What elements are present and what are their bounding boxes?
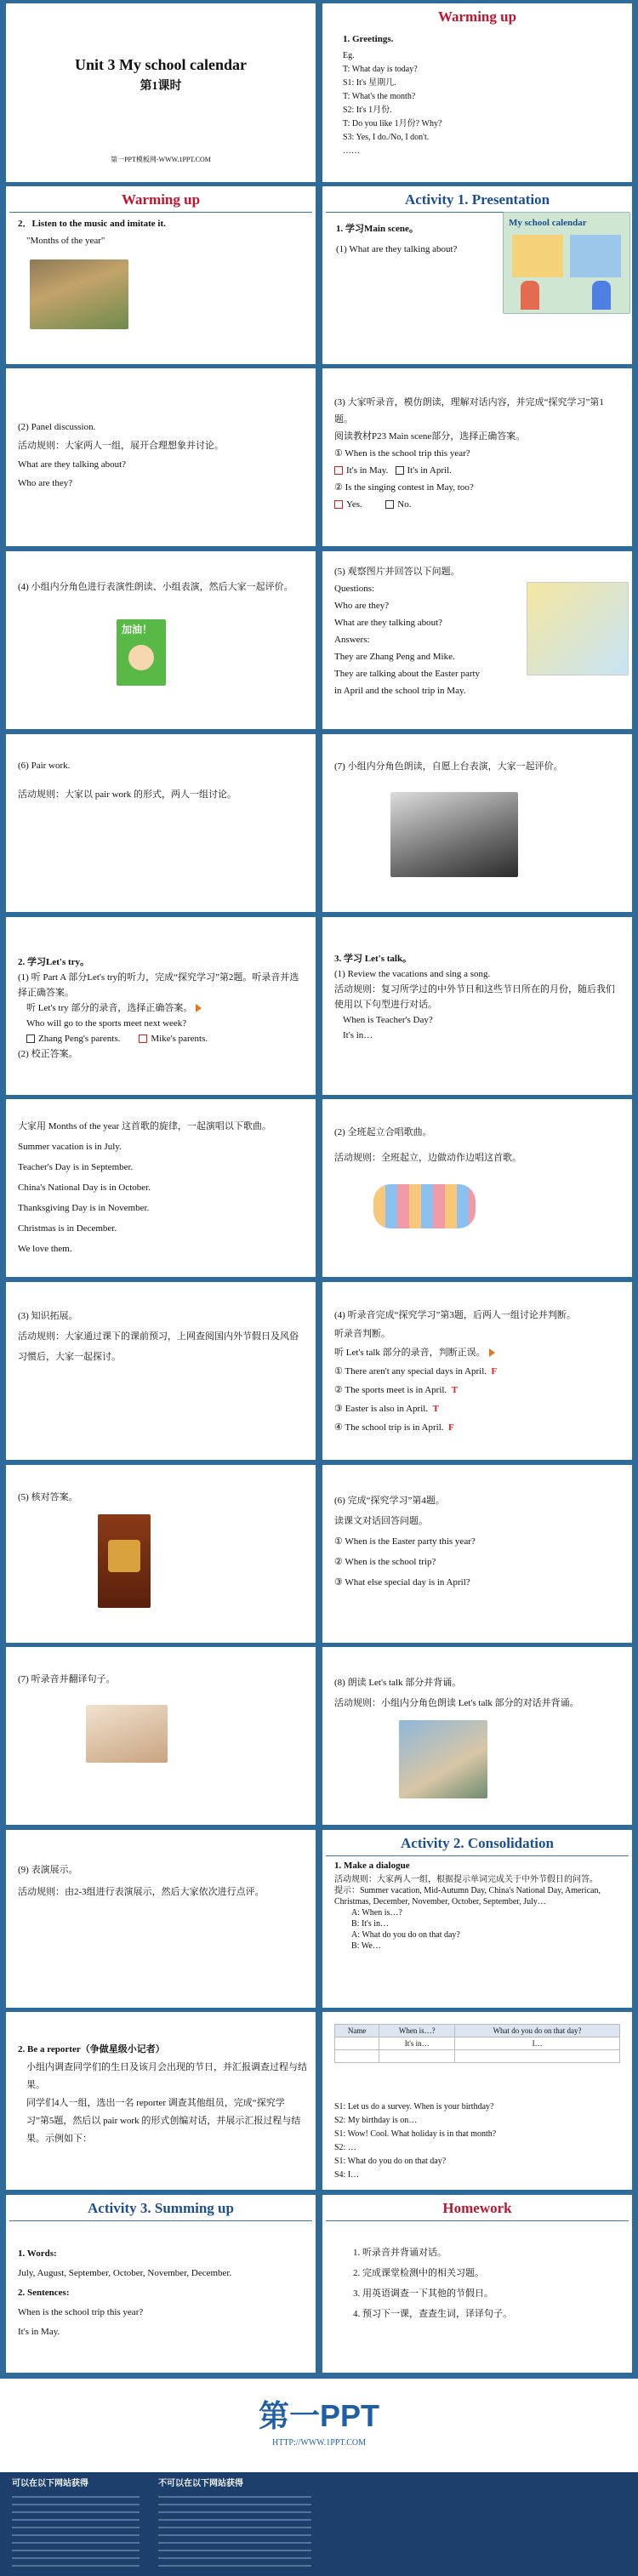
slide-title: Warming up (437, 9, 517, 25)
checkbox-checked[interactable] (139, 1034, 147, 1043)
slide-be-a-reporter (6, 2012, 316, 2190)
slide-listen-choose (322, 368, 632, 546)
content: (4) 小组内分角色进行表演性朗读、小组表演，然后大家一起评价。 (18, 582, 293, 592)
content: S1: Let us do a survey. When is your birthday? S2: My birthday is on… S1: Wow! Cool. What holiday is in that month? S2: … S1: What do you do on that day? S4: I… (334, 2102, 497, 2180)
slide-class-sing (322, 1099, 632, 1277)
cover-title: Unit 3 My school calendar (75, 56, 247, 73)
content: 大家用 Months of the year 这首歌的旋律，一起演唱以下歌曲。 Summer vacation is in July. Teacher's Day is in September. China's National Day is in October. Thanksgiving Day is in November. Christmas is in December. We love them. (18, 1121, 271, 1254)
checkbox[interactable] (26, 1034, 35, 1043)
site-banner (0, 2379, 638, 2576)
slide-true-false (322, 1282, 632, 1460)
slide-title: Homework (442, 2200, 512, 2216)
slide-recite (322, 1647, 632, 1825)
cheer-girl-picture: 加油！ (117, 619, 166, 686)
link-list-1 (12, 2496, 140, 2569)
survey-table: Name When is…? What do you do on that day? It's in… I… (334, 2024, 620, 2063)
cover-subtitle: 第1课时 (140, 80, 182, 93)
heading: 1. 学习Main scene。 (336, 224, 419, 234)
girl-writing-photo (86, 1705, 168, 1763)
checkbox[interactable] (385, 500, 394, 509)
girl-singing-photo (30, 259, 128, 329)
content: (7) 听录音并翻译句子。 (18, 1674, 116, 1684)
checkbox-checked[interactable] (334, 466, 343, 475)
slide-questions-answers (322, 551, 632, 729)
heading: 1. Greetings. (343, 34, 394, 44)
content: (2) Panel discussion. 活动规则：大家两人一组，展开合理想象并讨论。 What are they talking about? Who are they? (18, 422, 224, 488)
slide-knowledge-extension (6, 1282, 316, 1460)
slide-title: Activity 1. Presentation (404, 191, 550, 208)
slide-answer-questions (322, 1465, 632, 1643)
slide-title: Activity 2. Consolidation (401, 1835, 554, 1851)
slide-song-lyrics (6, 1099, 316, 1277)
slide-translate (6, 1647, 316, 1825)
content: (2) 全班起立合唱歌曲。 活动规则：全班起立，边做动作边唱这首歌。 (334, 1127, 521, 1163)
slide-title: Warming up (121, 191, 201, 208)
content: (5) 观察图片并回答以下问题。 Questions: Who are they? What are they talking about? Answers: They are Zhang Peng and Mike. They are talking about the Easter party in April and the school trip in May. (334, 567, 481, 696)
slide-performance (6, 1830, 316, 2008)
song-name: "Months of the year" (26, 236, 105, 246)
slide-presentation (322, 186, 632, 364)
content: (6) Pair work. 活动规则：大家以 pair work 的形式，两人一组讨论。 (18, 761, 236, 800)
cat-reading-photo (390, 792, 518, 877)
book-cover-picture (98, 1514, 151, 1608)
students-reading-photo (399, 1720, 487, 1798)
content: (5) 核对答案。 (18, 1492, 78, 1502)
two-children-picture (527, 582, 629, 675)
content: 2. Be a reporter（争做星级小记者） 小组内调查同学们的生日及该月会出现的节日，并汇报调查过程与结果。 同学们4人一组，选出一名 reporter 调查其他组员，完成“探究学习”第5题，然后以 pair work 的形式创编对话，并展示汇报过程与结果。示例如下： (18, 2044, 307, 2144)
slide-summing-up (6, 2195, 316, 2373)
content: 1. 听录音并背诵对话。 2. 完成课堂检测中的相关习题。 3. 用英语调查一下其他的节假日。 4. 预习下一课，查查生词，译译句子。 (353, 2248, 512, 2319)
banner-logo: 第一PPT (258, 2398, 379, 2433)
content: 2. 学习Let's try。 (1) 听 Part A 部分Let's try的听力，完成“探究学习”第2题。听录音并选择正确答案。 听 Let's try 部分的录音，选择正确答案。 Who will go to the sports meet next week? Zhang Peng's parents. Mike's parents. (2) 校正答案。 (18, 957, 299, 1059)
slide-check-answers (6, 1465, 316, 1643)
content: (3) 大家听录音，模仿朗读，理解对话内容，并完成“探究学习”第1题。 阅读教材P23 Main scene部分，选择正确答案。 ① When is the school trip this year? It's in May. It's in April. ② Is the singing contest in May, too? Yes. No. (334, 397, 604, 510)
content: (3) 知识拓展。 活动规则：大家通过课下的课前预习，上网查阅国内外节假日及风俗习惯后，大家一起探讨。 (18, 1311, 299, 1362)
slide-group-reading (322, 734, 632, 912)
dialogue: Eg. T: What day is today? S1: It's 星期几. T: What's the month? S2: It's 1月份. T: Do you like 1月份? Why? S3: Yes, I do./No, I don't. …… (343, 51, 442, 156)
slide-panel-discussion (6, 368, 316, 546)
speaker-icon[interactable] (196, 1004, 202, 1012)
slide-cover (6, 3, 316, 182)
content: (6) 完成“探究学习”第4题。 读课文对话回答问题。 ① When is the Easter party this year? ② When is the school trip? ③ What else special day is in April? (334, 1496, 476, 1587)
heading: 1. Make a dialogue (334, 1861, 410, 1871)
banner-url[interactable]: HTTP://WWW.1PPT.COM (271, 2438, 366, 2448)
col2-title: 不可以在以下网站获得 (158, 2479, 243, 2488)
question: (1) What are they talking about? (336, 244, 458, 254)
children-singing-picture (373, 1184, 476, 1228)
slide-lets-talk (322, 917, 632, 1095)
link-list-2 (158, 2496, 311, 2569)
cover-footer: 第一PPT模板网-WWW.1PPT.COM (111, 156, 211, 163)
slide-survey-dialogue (322, 2012, 632, 2190)
slide-pair-work (6, 734, 316, 912)
content: 3. 学习 Let's talk。 (1) Review the vacations and sing a song. 活动规则：复习所学过的中外节日和这些节日所在的月份，随后我们使用以下句型进行对话。 When is Teacher's Day? It's in… (334, 954, 615, 1040)
slide-homework (322, 2195, 632, 2373)
content: (8) 朗读 Let's talk 部分并背诵。 活动规则：小组内分角色朗读 Let's talk 部分的对话并背诵。 (334, 1678, 579, 1708)
slide-warming-up-2 (6, 186, 316, 364)
content: (7) 小组内分角色朗读，自愿上台表演，大家一起评价。 (334, 761, 563, 772)
content: 1. Words: July, August, September, October, November, December. 2. Sentences: When is the school trip this year? It's in May. (18, 2248, 232, 2337)
speaker-icon[interactable] (489, 1348, 495, 1357)
checkbox-checked[interactable] (334, 500, 343, 509)
slide-title: Activity 3. Summing up (88, 2200, 234, 2216)
slide-warming-up-1 (322, 3, 632, 182)
heading: 2．Listen to the music and imitate it. (18, 219, 166, 229)
content: 活动规则：大家两人一组，根据提示单词完成关于中外节假日的问答。 提示：Summer vacation, Mid-Autumn Day, China's National Day, American, Christmas, December, November, October, September, July… A: When is…? B: It's in… A: What do you do on that day? B: We… (334, 1875, 601, 1951)
slide-role-play (6, 551, 316, 729)
slide-consolidation (322, 1830, 632, 2008)
school-calendar-illustration: My school calendar (503, 212, 630, 314)
col1-title: 可以在以下网站获得 (12, 2479, 88, 2488)
checkbox[interactable] (396, 466, 404, 475)
content: (4) 听录音完成“探究学习”第3题，后两人一组讨论并判断。 听录音判断。 听 Let's talk 部分的录音，判断正误。 ① There aren't any special days in April. F ② The sports meet is in April. T ③ Easter is also in April. T ④ The school trip is in April. F (334, 1310, 576, 1433)
content: (9) 表演展示。 活动规则：由2-3组进行表演展示，然后大家依次进行点评。 (18, 1865, 265, 1897)
banner-footer-panel (0, 2472, 638, 2576)
slide-lets-try (6, 917, 316, 1095)
